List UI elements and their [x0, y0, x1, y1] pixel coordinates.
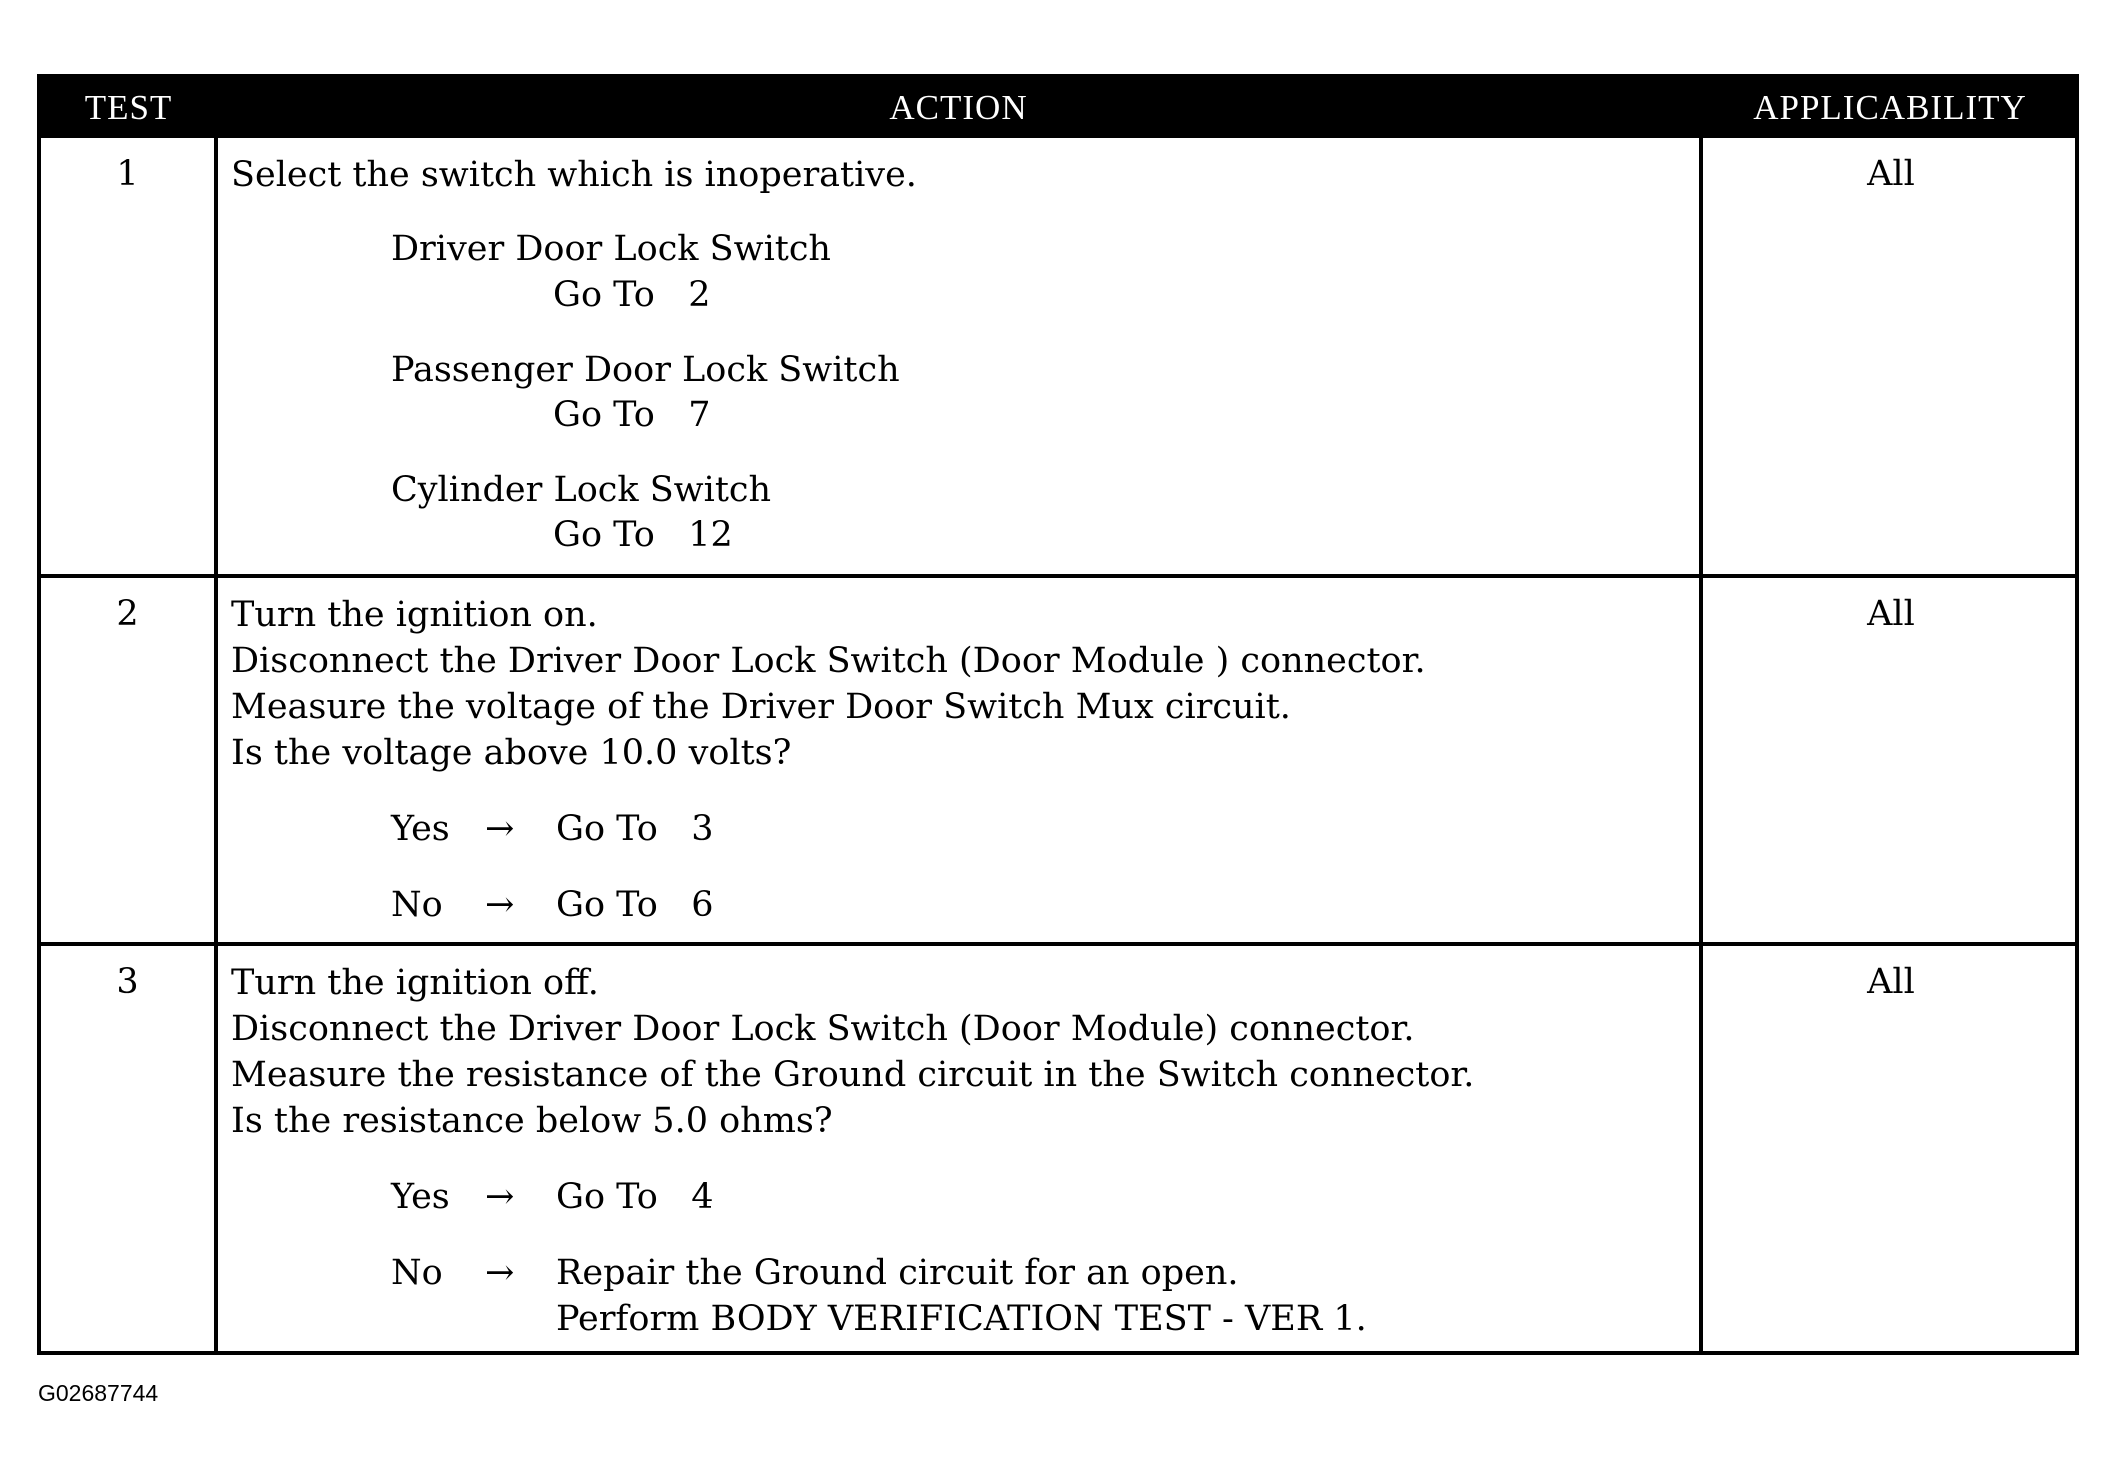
- no-result: Go To 6: [556, 885, 714, 925]
- yes-result: Go To 3: [556, 809, 714, 849]
- action-line: Disconnect the Driver Door Lock Switch (Door Module ) connector.: [231, 641, 1426, 681]
- yes-label: Yes: [391, 1177, 450, 1217]
- yes-label: Yes: [391, 809, 450, 849]
- option-goto: Go To 7: [553, 395, 711, 435]
- test-number: 1: [116, 154, 139, 194]
- table-row-test-2: [41, 578, 2075, 942]
- table-row-test-3: [41, 946, 2075, 1351]
- figure-id: G02687744: [38, 1380, 159, 1406]
- option-label: Passenger Door Lock Switch: [391, 350, 900, 390]
- header-test: TEST: [84, 88, 173, 127]
- arrow-icon: →: [485, 885, 515, 925]
- test-number: 3: [116, 962, 139, 1002]
- applicability-value: All: [1867, 962, 1915, 1002]
- action-prompt: Select the switch which is inoperative.: [231, 155, 917, 195]
- no-result: Repair the Ground circuit for an open.: [556, 1253, 1239, 1293]
- action-line: Is the voltage above 10.0 volts?: [231, 733, 792, 773]
- diagnostic-table: [37, 74, 2079, 1355]
- option-label: Cylinder Lock Switch: [391, 470, 772, 510]
- no-result-continued: Perform BODY VERIFICATION TEST - VER 1.: [556, 1299, 1367, 1339]
- table-row-test-1: [41, 138, 2075, 574]
- action-line: Turn the ignition on.: [231, 595, 598, 635]
- option-goto: Go To 2: [553, 275, 711, 315]
- option-goto: Go To 12: [553, 515, 733, 555]
- action-line: Turn the ignition off.: [231, 963, 599, 1003]
- option-label: Driver Door Lock Switch: [391, 229, 831, 269]
- no-label: No: [391, 1253, 443, 1293]
- applicability-value: All: [1867, 154, 1915, 194]
- yes-result: Go To 4: [556, 1177, 714, 1217]
- action-line: Measure the voltage of the Driver Door Switch Mux circuit.: [231, 687, 1291, 727]
- arrow-icon: →: [485, 1253, 515, 1293]
- no-label: No: [391, 885, 443, 925]
- action-line: Disconnect the Driver Door Lock Switch (Door Module) connector.: [231, 1009, 1415, 1049]
- header-applicability: APPLICABILITY: [1753, 88, 2027, 127]
- applicability-value: All: [1867, 594, 1915, 634]
- arrow-icon: →: [485, 1177, 515, 1217]
- test-number: 2: [116, 594, 139, 634]
- header-action: ACTION: [889, 88, 1028, 127]
- arrow-icon: →: [485, 809, 515, 849]
- action-line: Is the resistance below 5.0 ohms?: [231, 1101, 833, 1141]
- table-header: [41, 78, 2075, 138]
- action-line: Measure the resistance of the Ground circuit in the Switch connector.: [231, 1055, 1475, 1095]
